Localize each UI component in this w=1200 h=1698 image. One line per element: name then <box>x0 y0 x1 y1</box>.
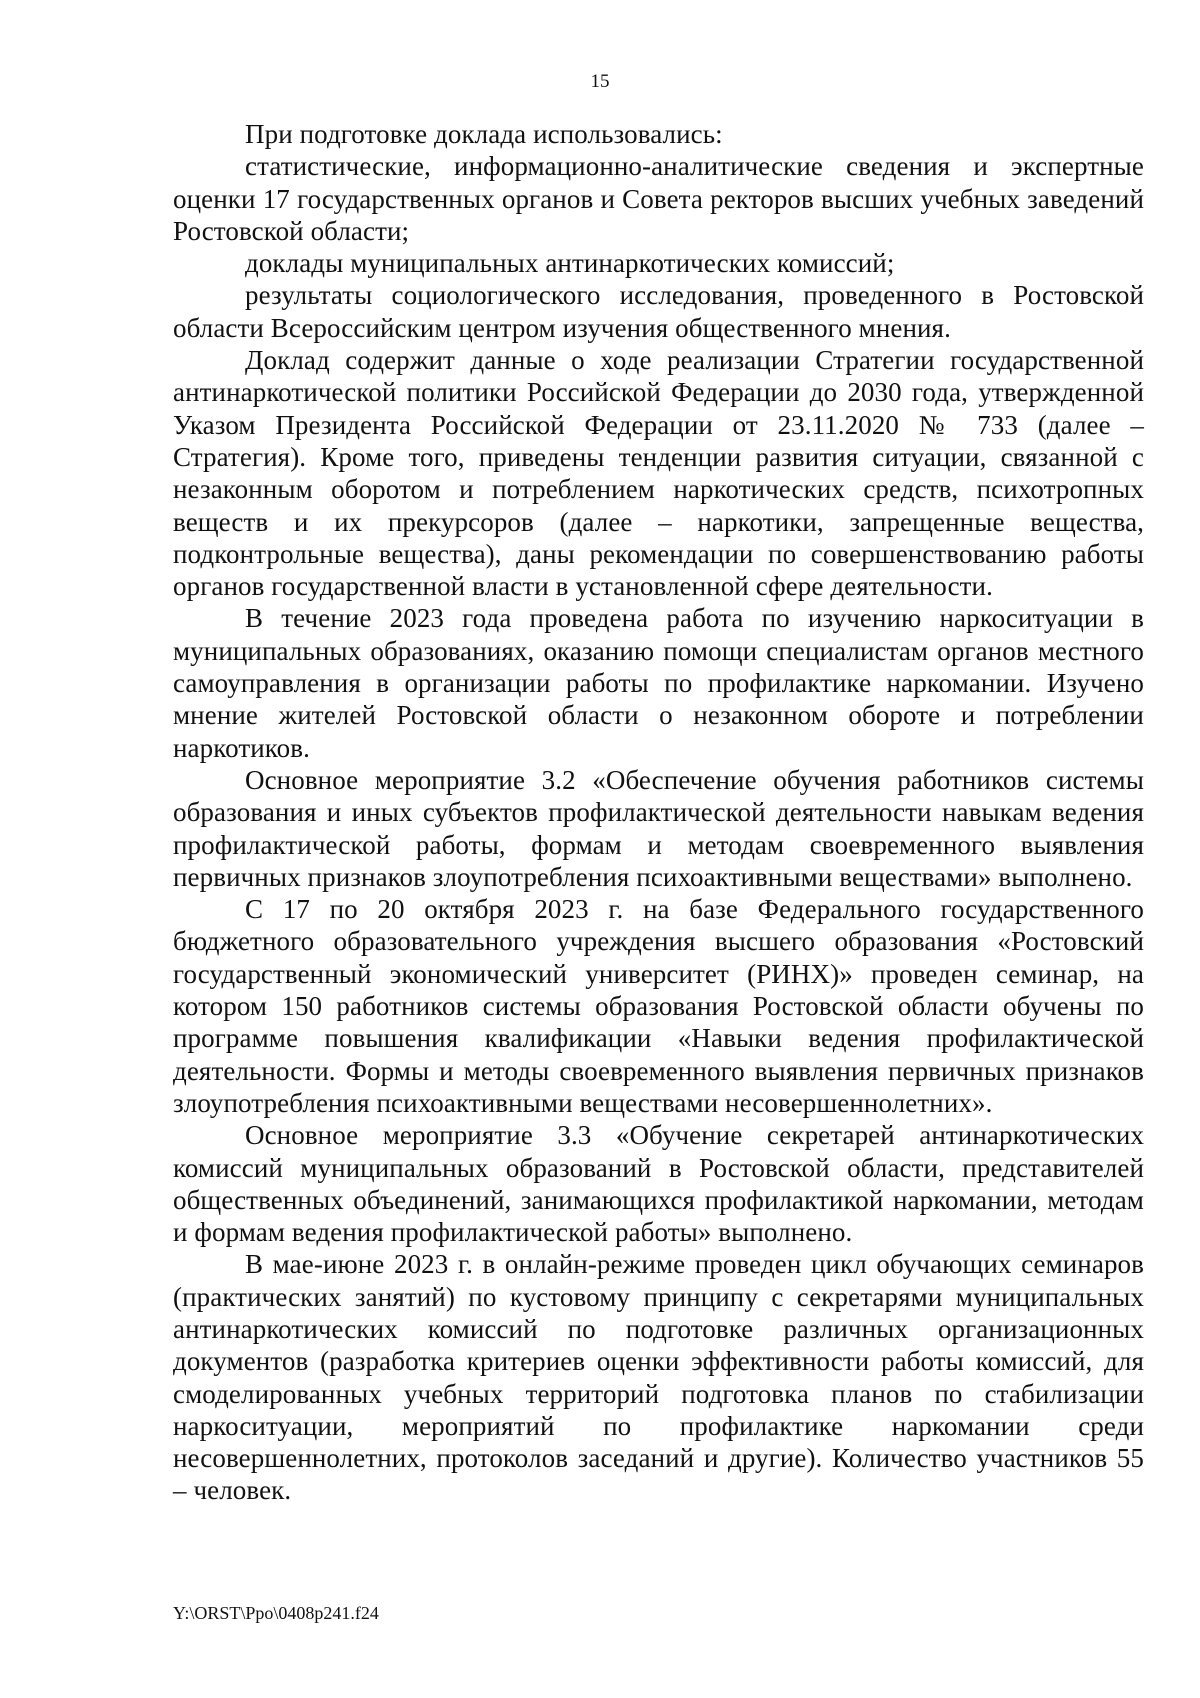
paragraph-seminar-october: С 17 по 20 октября 2023 г. на базе Федерального государственного бюджетного образовательного учреждения высшего образования «Ростовский государственный экономический университет (РИНХ)» проведен семинар, на котором 150 работников системы образования Ростовской области обучены по программе повышения квалификации «Навыки ведения профилактической деятельности. Формы и методы своевременного выявления первичных признаков злоупотребления психоактивными веществами несовершеннолетних». <box>173 894 1144 1118</box>
paragraph-sources-reports: доклады муниципальных антинаркотических комиссий; <box>245 248 895 279</box>
paragraph-sources-survey: результаты социологического исследования, проведенного в Ростовской области Всероссийским центром изучения общественного мнения. <box>173 280 1144 343</box>
paragraph-measure-3-3: Основное мероприятие 3.3 «Обучение секретарей антинаркотических комиссий муниципальных образований в Ростовской области, представителей общественных объединений, занимающихся профилактикой наркомании, методам и формам ведения профилактической работы» выполнено. <box>173 1120 1144 1248</box>
paragraph-strategy: Доклад содержит данные о ходе реализации Стратегии государственной антинаркотической политики Российской Федерации до 2030 года, утвержденной Указом Президента Российской Федерации от 23.11.2020 № 733 (далее – Стратегия). Кроме того, приведены тенденции развития ситуации, связанной с незаконным оборотом и потреблением наркотических средств, психотропных веществ и их прекурсоров (далее – наркотики, запрещенные вещества, подконтрольные вещества), даны рекомендации по совершенствованию работы органов государственной власти в установленной сфере деятельности. <box>173 345 1144 602</box>
footer-file-path: Y:\ORST\Ppo\0408p241.f24 <box>173 1603 379 1623</box>
page-number: 15 <box>590 71 610 92</box>
document-body <box>173 118 1144 1507</box>
paragraph-sources-statistics: статистические, информационно-аналитические сведения и экспертные оценки 17 государственных органов и Совета ректоров высших учебных заведений Ростовской области; <box>173 151 1144 246</box>
paragraph-seminars-may-june: В мае-июне 2023 г. в онлайн-режиме проведен цикл обучающих семинаров (практических занятий) по кустовому принципу с секретарями муниципальных антинаркотических комиссий по подготовке различных организационных документов (разработка критериев оценки эффективности работы комиссий, для смоделированных учебных территорий подготовка планов по стабилизации наркоситуации, мероприятий по профилактике наркомании среди несовершеннолетних, протоколов заседаний и другие). Количество участников 55 – человек. <box>173 1249 1144 1506</box>
paragraph-intro: При подготовке доклада использовались: <box>245 119 723 149</box>
paragraph-2023-work: В течение 2023 года проведена работа по изучению наркоситуации в муниципальных образованиях, оказанию помощи специалистам органов местного самоуправления в организации работы по профилактике наркомании. Изучено мнение жителей Ростовской области о незаконном обороте и потреблении наркотиков. <box>173 603 1144 763</box>
paragraph-measure-3-2: Основное мероприятие 3.2 «Обеспечение обучения работников системы образования и иных субъектов профилактической деятельности навыкам ведения профилактической работы, формам и методам своевременного выявления первичных признаков злоупотребления психоактивными веществами» выполнено. <box>173 764 1144 892</box>
